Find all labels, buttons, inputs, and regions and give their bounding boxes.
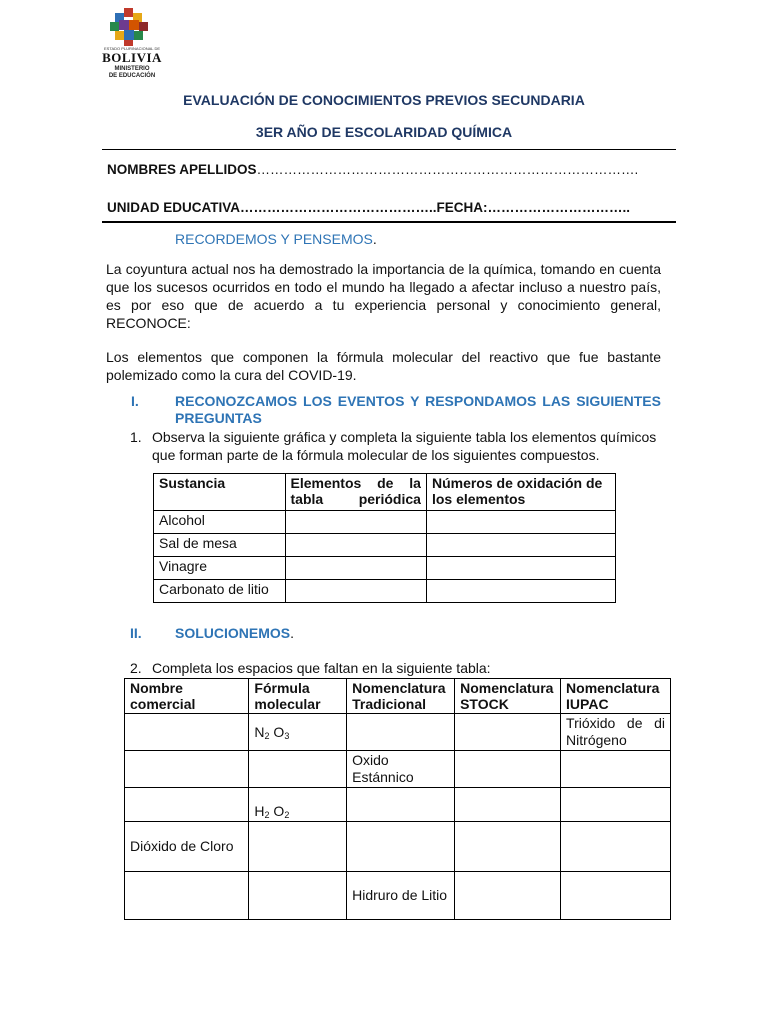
intro-heading-text: RECORDEMOS Y PENSEMOS <box>175 231 373 247</box>
table-row <box>154 580 616 603</box>
traditional-cell[interactable] <box>347 788 455 822</box>
substance-name: Alcohol <box>154 511 286 534</box>
formula-h2o2-part-a: H <box>254 803 265 819</box>
names-dots: …………………………………………………………………………. <box>256 162 639 177</box>
header-iupac: Nomenclatura IUPAC <box>561 679 671 714</box>
intro-p2-line1: Los elementos que componen la fórmula molecular del reactivo que fue bastante <box>106 349 661 365</box>
formula-cell <box>249 714 347 751</box>
question1-text <box>152 428 662 464</box>
iupac-cell[interactable] <box>561 788 671 822</box>
section1-title-line2: PREGUNTAS <box>175 410 262 426</box>
oxidation-cell[interactable] <box>426 580 615 603</box>
question1-line2: que forman parte de la fórmula molecular de los siguientes compuestos. <box>152 447 600 463</box>
traditional-cell[interactable] <box>347 714 455 751</box>
section1-title-line1: RECONOZCAMOS LOS EVENTOS Y RESPONDAMOS LAS SIGUIENTES <box>175 393 661 409</box>
section2-number: II. <box>130 625 142 641</box>
iupac-cell: Trióxido de di Nitrógeno <box>561 714 671 751</box>
formula-cell[interactable] <box>249 872 347 920</box>
formula-n2o3-part-b: O <box>269 723 285 740</box>
table-row <box>125 714 671 751</box>
intro-p1-line2: que los sucesos ocurridos en todo el mundo ha llegado a afectar incluso a nuestro país, <box>106 279 661 295</box>
section1-title <box>175 393 661 427</box>
formula-cell[interactable] <box>249 822 347 872</box>
question1-line1: Observa la siguiente gráfica y completa la siguiente tabla los elementos químicos <box>152 429 657 445</box>
section2-heading <box>175 625 294 641</box>
logo-state-text: ESTADO PLURINACIONAL DE <box>103 46 160 51</box>
traditional-cell: Hidruro de Litio <box>347 872 455 920</box>
traditional-cell: Oxido Estánnico <box>347 751 455 788</box>
elements-cell[interactable] <box>285 534 426 557</box>
formula-cell[interactable] <box>249 751 347 788</box>
elements-cell[interactable] <box>285 557 426 580</box>
question2-text: Completa los espacios que faltan en la siguiente tabla: <box>152 660 491 676</box>
formula-n2o3-part-a: N <box>254 723 265 740</box>
names-label: NOMBRES APELLIDOS <box>107 162 257 177</box>
nomenclature-table <box>124 678 671 920</box>
question1-number: 1. <box>130 429 142 445</box>
traditional-cell[interactable] <box>347 822 455 872</box>
elements-cell[interactable] <box>285 580 426 603</box>
formula-h2o2-sub-a: 2 <box>264 810 270 820</box>
logo-ministry-line1: MINISTERIO <box>114 66 150 72</box>
stock-cell[interactable] <box>455 788 561 822</box>
intro-heading-punct: . <box>372 231 377 247</box>
stock-cell[interactable] <box>455 751 561 788</box>
substances-table <box>153 473 616 603</box>
formula-cell <box>249 788 347 822</box>
unit-label: UNIDAD EDUCATIVA <box>107 200 240 215</box>
substances-header-oxidation: Números de oxidación de los elementos <box>426 474 615 511</box>
names-field <box>107 162 638 177</box>
stock-cell[interactable] <box>455 714 561 751</box>
section2-title: SOLUCIONEMOS <box>175 625 291 641</box>
section1-number: I. <box>131 393 139 409</box>
bolivia-mosaic-emblem-icon <box>110 8 148 46</box>
formula-h2o2-sub-b: 2 <box>284 810 290 820</box>
iupac-cell[interactable] <box>561 751 671 788</box>
logo-ministry-line2: DE EDUCACIÓN <box>108 73 156 79</box>
logo-ministry-text <box>96 66 168 80</box>
stock-cell[interactable] <box>455 822 561 872</box>
substances-header-substance: Sustancia <box>154 474 286 511</box>
table-row <box>125 822 671 872</box>
nomenclature-header-row <box>125 679 671 714</box>
substance-name: Sal de mesa <box>154 534 286 557</box>
oxidation-cell[interactable] <box>426 534 615 557</box>
document-subtitle: 3ER AÑO DE ESCOLARIDAD QUÍMICA <box>255 124 513 140</box>
elements-cell[interactable] <box>285 511 426 534</box>
intro-p2-line2: polemizado como la cura del COVID-19. <box>106 367 357 383</box>
commercial-name-cell: Dióxido de Cloro <box>125 822 249 872</box>
intro-paragraph-1 <box>106 260 661 332</box>
fields-divider <box>102 221 676 223</box>
substances-header-row <box>154 474 616 511</box>
commercial-name-cell[interactable] <box>125 788 249 822</box>
commercial-name-cell[interactable] <box>125 751 249 788</box>
substances-header-elements: Elementos de la tabla periódica <box>285 474 426 511</box>
question2-number: 2. <box>130 660 142 676</box>
table-row <box>125 751 671 788</box>
formula-n2o3-sub-b: 3 <box>284 730 290 741</box>
unit-date-field <box>107 200 630 215</box>
intro-heading <box>175 231 377 247</box>
formula-n2o3-sub-a: 2 <box>264 730 270 741</box>
substance-name: Vinagre <box>154 557 286 580</box>
date-label: FECHA: <box>436 200 488 215</box>
table-row <box>125 788 671 822</box>
oxidation-cell[interactable] <box>426 511 615 534</box>
commercial-name-cell[interactable] <box>125 714 249 751</box>
intro-p1-line4: RECONOCE: <box>106 315 191 331</box>
header-traditional: Nomenclatura Tradicional <box>347 679 455 714</box>
document-title: EVALUACIÓN DE CONOCIMIENTOS PREVIOS SECUNDARIA <box>183 92 585 108</box>
intro-paragraph-2 <box>106 348 661 384</box>
iupac-cell[interactable] <box>561 872 671 920</box>
table-row <box>154 557 616 580</box>
ministry-logo <box>96 6 168 82</box>
oxidation-cell[interactable] <box>426 557 615 580</box>
commercial-name-cell[interactable] <box>125 872 249 920</box>
header-commercial-name: Nombre comercial <box>125 679 249 714</box>
header-stock: Nomenclatura STOCK <box>455 679 561 714</box>
intro-p1-line1: La coyuntura actual nos ha demostrado la importancia de la química, tomando en cuenta <box>106 261 661 277</box>
iupac-cell[interactable] <box>561 822 671 872</box>
header-molecular-formula: Fórmula molecular <box>249 679 347 714</box>
unit-dots: …………………………………….. <box>240 200 437 215</box>
table-row <box>154 534 616 557</box>
formula-h2o2-part-b: O <box>269 803 285 819</box>
table-row <box>154 511 616 534</box>
substance-name: Carbonato de litio <box>154 580 286 603</box>
date-dots: ………………………….. <box>487 200 631 215</box>
section2-title-punct: . <box>290 625 295 641</box>
stock-cell[interactable] <box>455 872 561 920</box>
header-divider <box>102 149 676 150</box>
intro-p1-line3: es por eso que de acuerdo a tu experiencia personal y conocimiento general, <box>106 297 661 313</box>
table-row <box>125 872 671 920</box>
logo-country-text: BOLIVIA <box>102 50 162 65</box>
